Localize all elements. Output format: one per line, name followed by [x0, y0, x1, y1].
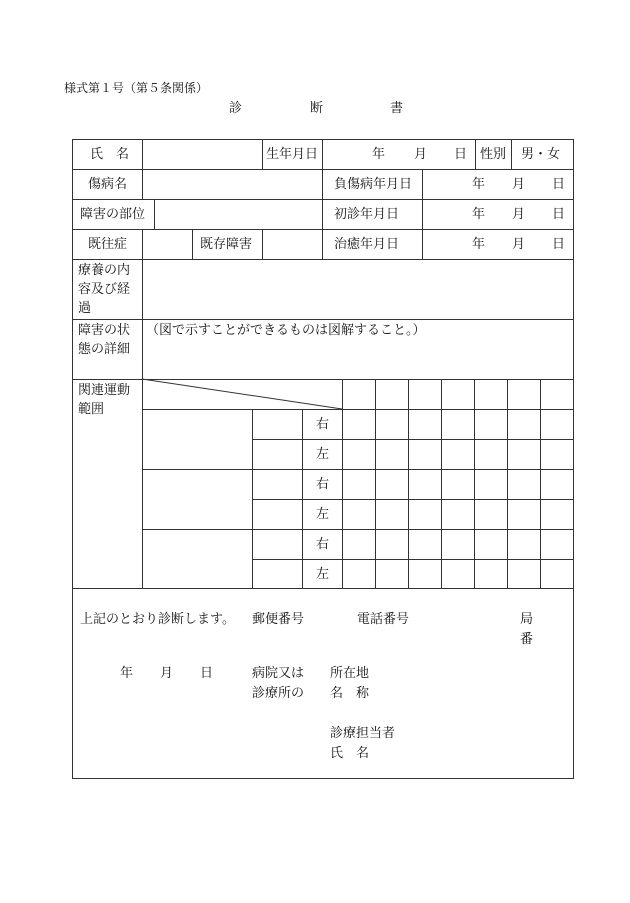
rom-right-label: 右	[316, 537, 330, 552]
rom-right-label: 右	[316, 477, 330, 492]
rom-label-2: 範囲	[78, 402, 105, 417]
year-label: 年	[472, 177, 486, 192]
day-label: 日	[552, 237, 566, 252]
month-label: 月	[512, 177, 526, 192]
disability-detail-label-1: 障害の状	[78, 323, 131, 338]
past-history-label: 既往症	[88, 237, 128, 252]
year-label: 年	[372, 147, 386, 162]
title-char-2: 断	[310, 101, 324, 116]
birth-date-label: 生年月日	[266, 147, 319, 162]
year-label: 年	[472, 237, 486, 252]
injury-date-label: 負傷病年月日	[334, 177, 413, 192]
rom-left-label: 左	[316, 507, 330, 522]
treatment-label-1: 療養の内	[78, 263, 131, 278]
existing-disability-label: 既存障害	[200, 237, 253, 252]
day-label: 日	[454, 147, 468, 162]
phone-label: 電話番号	[357, 612, 410, 627]
first-visit-label: 初診年月日	[334, 207, 400, 222]
year-label: 年	[472, 207, 486, 222]
postal-code-label: 郵便番号	[252, 612, 305, 627]
month-label: 月	[414, 147, 428, 162]
disability-detail-label-2: 態の詳細	[78, 342, 131, 357]
sex-value: 男・女	[521, 147, 561, 162]
rom-left-label: 左	[316, 567, 330, 582]
disability-detail-note: （図で示すことができるものは図解すること。）	[146, 323, 426, 338]
cert-year-label: 年	[120, 666, 134, 681]
title-char-1: 診	[229, 101, 243, 116]
number-label: 番	[520, 632, 534, 647]
day-label: 日	[552, 177, 566, 192]
doctor-name-label: 氏 名	[330, 746, 370, 761]
sex-label: 性別	[480, 147, 507, 162]
day-label: 日	[552, 207, 566, 222]
exchange-label: 局	[520, 612, 534, 627]
cure-date-label: 治癒年月日	[334, 237, 400, 252]
injury-site-label: 障害の部位	[80, 207, 146, 222]
form-number: 様式第１号（第５条関係）	[64, 81, 209, 95]
hospital-label-1: 病院又は	[252, 666, 305, 681]
doctor-label: 診療担当者	[330, 726, 396, 741]
rom-label-1: 関連運動	[78, 383, 131, 398]
month-label: 月	[512, 207, 526, 222]
cert-day-label: 日	[200, 666, 214, 681]
facility-name-label: 名 称	[330, 686, 370, 701]
address-label: 所在地	[330, 666, 370, 681]
certification-statement: 上記のとおり診断します。	[80, 612, 235, 627]
name-label: 氏 名	[90, 147, 130, 162]
cert-month-label: 月	[160, 666, 174, 681]
injury-name-label: 傷病名	[88, 177, 128, 192]
treatment-label-2: 容及び経	[78, 282, 131, 297]
treatment-label-3: 過	[78, 301, 92, 316]
rom-right-label: 右	[316, 417, 330, 432]
rom-left-label: 左	[316, 447, 330, 462]
title-char-3: 書	[390, 101, 404, 116]
month-label: 月	[512, 237, 526, 252]
hospital-label-2: 診療所の	[252, 686, 305, 701]
